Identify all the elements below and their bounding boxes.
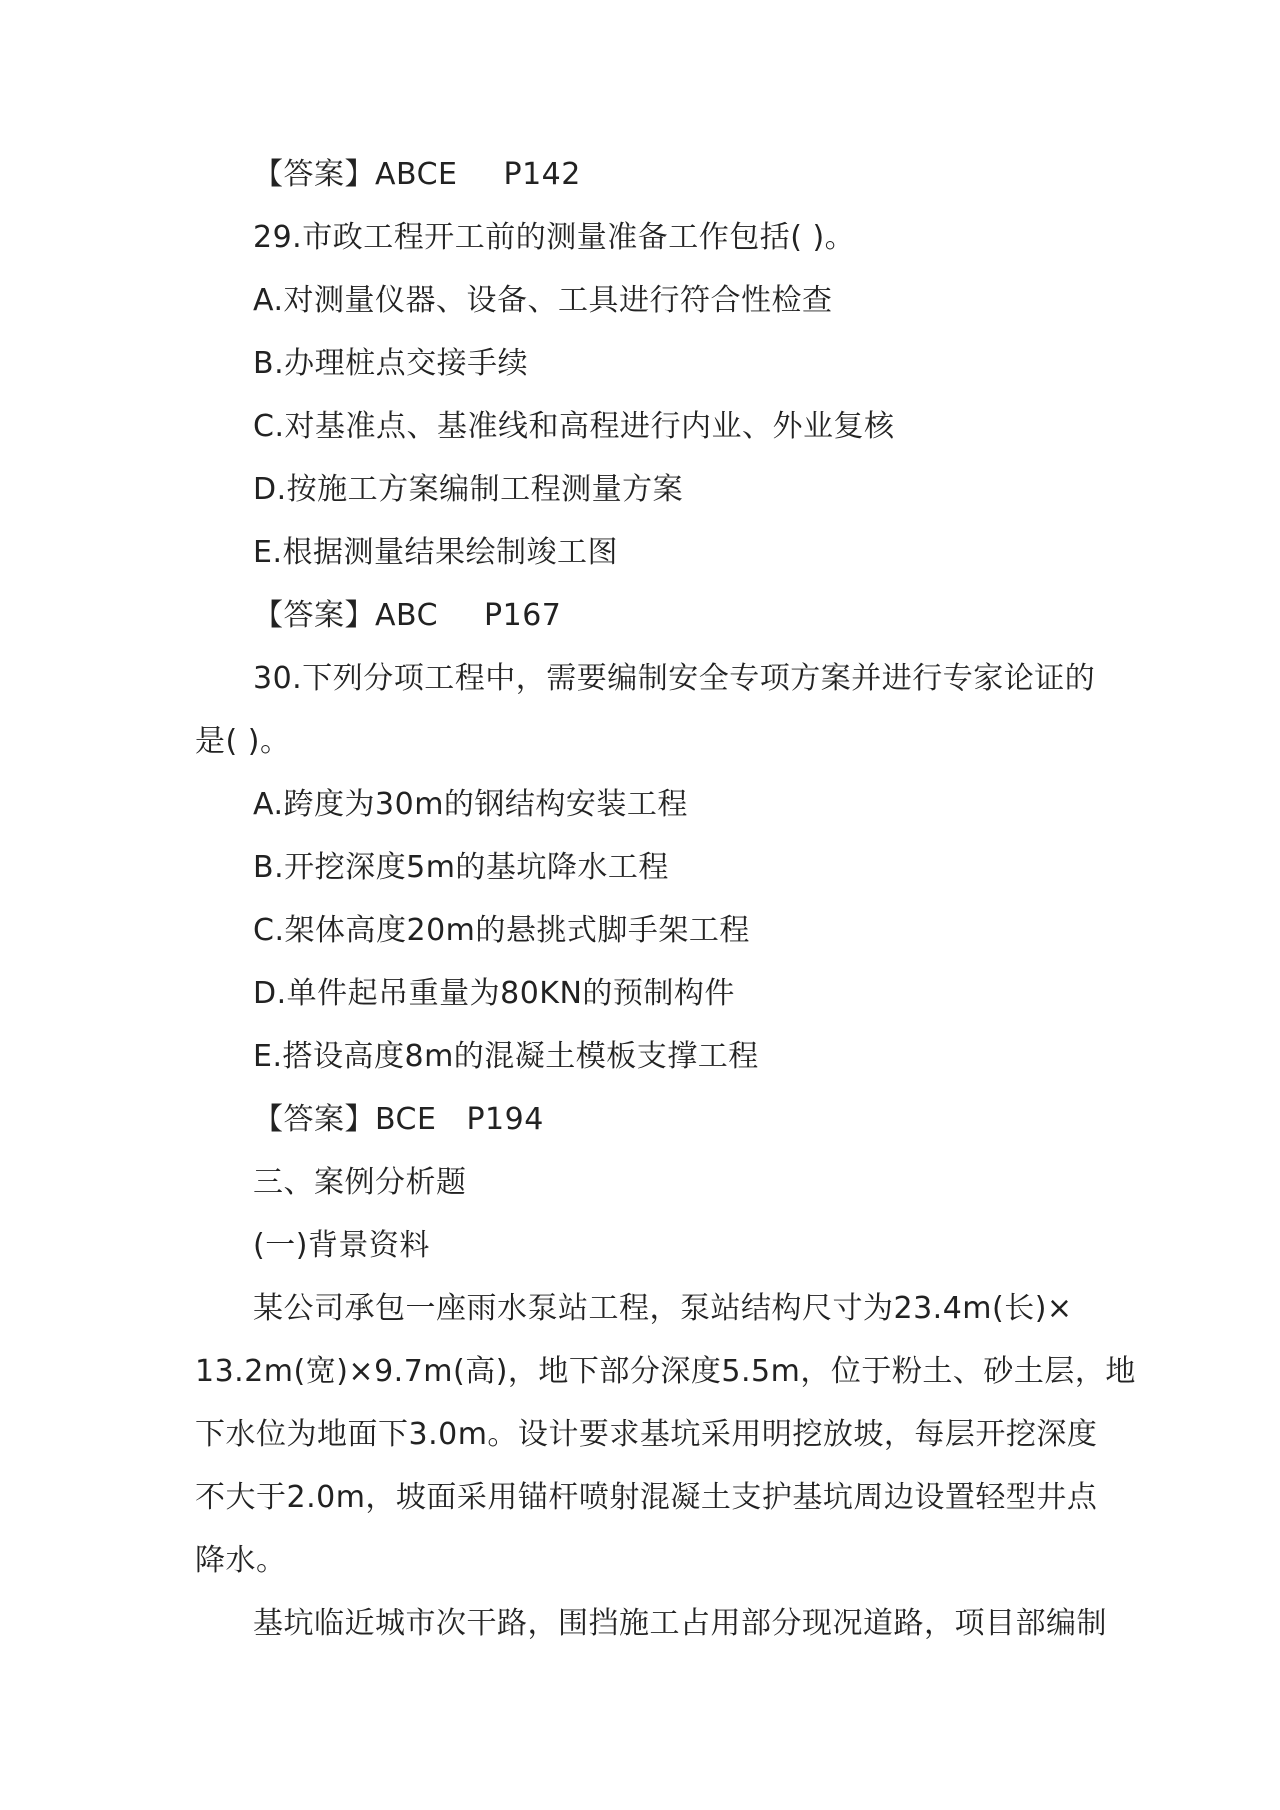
- option-29-b: B.办理桩点交接手续: [253, 346, 529, 381]
- paragraph-1-line-2: 13.2m(宽)×9.7m(高)，地下部分深度5.5m，位于粉土、砂土层，地: [195, 1354, 1136, 1389]
- option-30-c: C.架体高度20m的悬挑式脚手架工程: [253, 913, 750, 948]
- answer-page-ref: P194: [466, 1102, 544, 1137]
- case-heading: (一)背景资料: [253, 1228, 430, 1263]
- answer-line-28: [0, 155, 1280, 195]
- answer-label: 【答案】ABCE: [253, 157, 458, 192]
- question-30-line-2: 是( )。: [195, 724, 291, 759]
- section-heading: 三、案例分析题: [253, 1165, 467, 1200]
- question-29: 29.市政工程开工前的测量准备工作包括( )。: [253, 220, 856, 255]
- answer-page-ref: P142: [503, 157, 581, 192]
- answer-label: 【答案】ABC: [253, 598, 439, 633]
- answer-page-ref: P167: [484, 598, 562, 633]
- answer-line-30: [0, 1100, 1280, 1140]
- paragraph-1-line-4: 不大于2.0m，坡面采用锚杆喷射混凝土支护基坑周边设置轻型井点: [195, 1480, 1098, 1515]
- option-30-b: B.开挖深度5m的基坑降水工程: [253, 850, 669, 885]
- paragraph-1-line-3: 下水位为地面下3.0m。设计要求基坑采用明挖放坡，每层开挖深度: [195, 1417, 1098, 1452]
- option-29-d: D.按施工方案编制工程测量方案: [253, 472, 684, 507]
- question-30-line-1: 30.下列分项工程中，需要编制安全专项方案并进行专家论证的: [253, 661, 1096, 696]
- answer-label: 【答案】BCE: [253, 1102, 437, 1137]
- paragraph-1-line-1: 某公司承包一座雨水泵站工程，泵站结构尺寸为23.4m(长)×: [253, 1291, 1073, 1326]
- paragraph-2-line-1: 基坑临近城市次干路，围挡施工占用部分现况道路，项目部编制: [253, 1606, 1107, 1641]
- option-30-e: E.搭设高度8m的混凝土模板支撑工程: [253, 1039, 759, 1074]
- option-29-a: A.对测量仪器、设备、工具进行符合性检查: [253, 283, 833, 318]
- answer-line-29: [0, 596, 1280, 636]
- option-29-c: C.对基准点、基准线和高程进行内业、外业复核: [253, 409, 895, 444]
- option-30-d: D.单件起吊重量为80KN的预制构件: [253, 976, 735, 1011]
- option-29-e: E.根据测量结果绘制竣工图: [253, 535, 618, 570]
- paragraph-1-line-5: 降水。: [195, 1543, 287, 1578]
- option-30-a: A.跨度为30m的钢结构安装工程: [253, 787, 688, 822]
